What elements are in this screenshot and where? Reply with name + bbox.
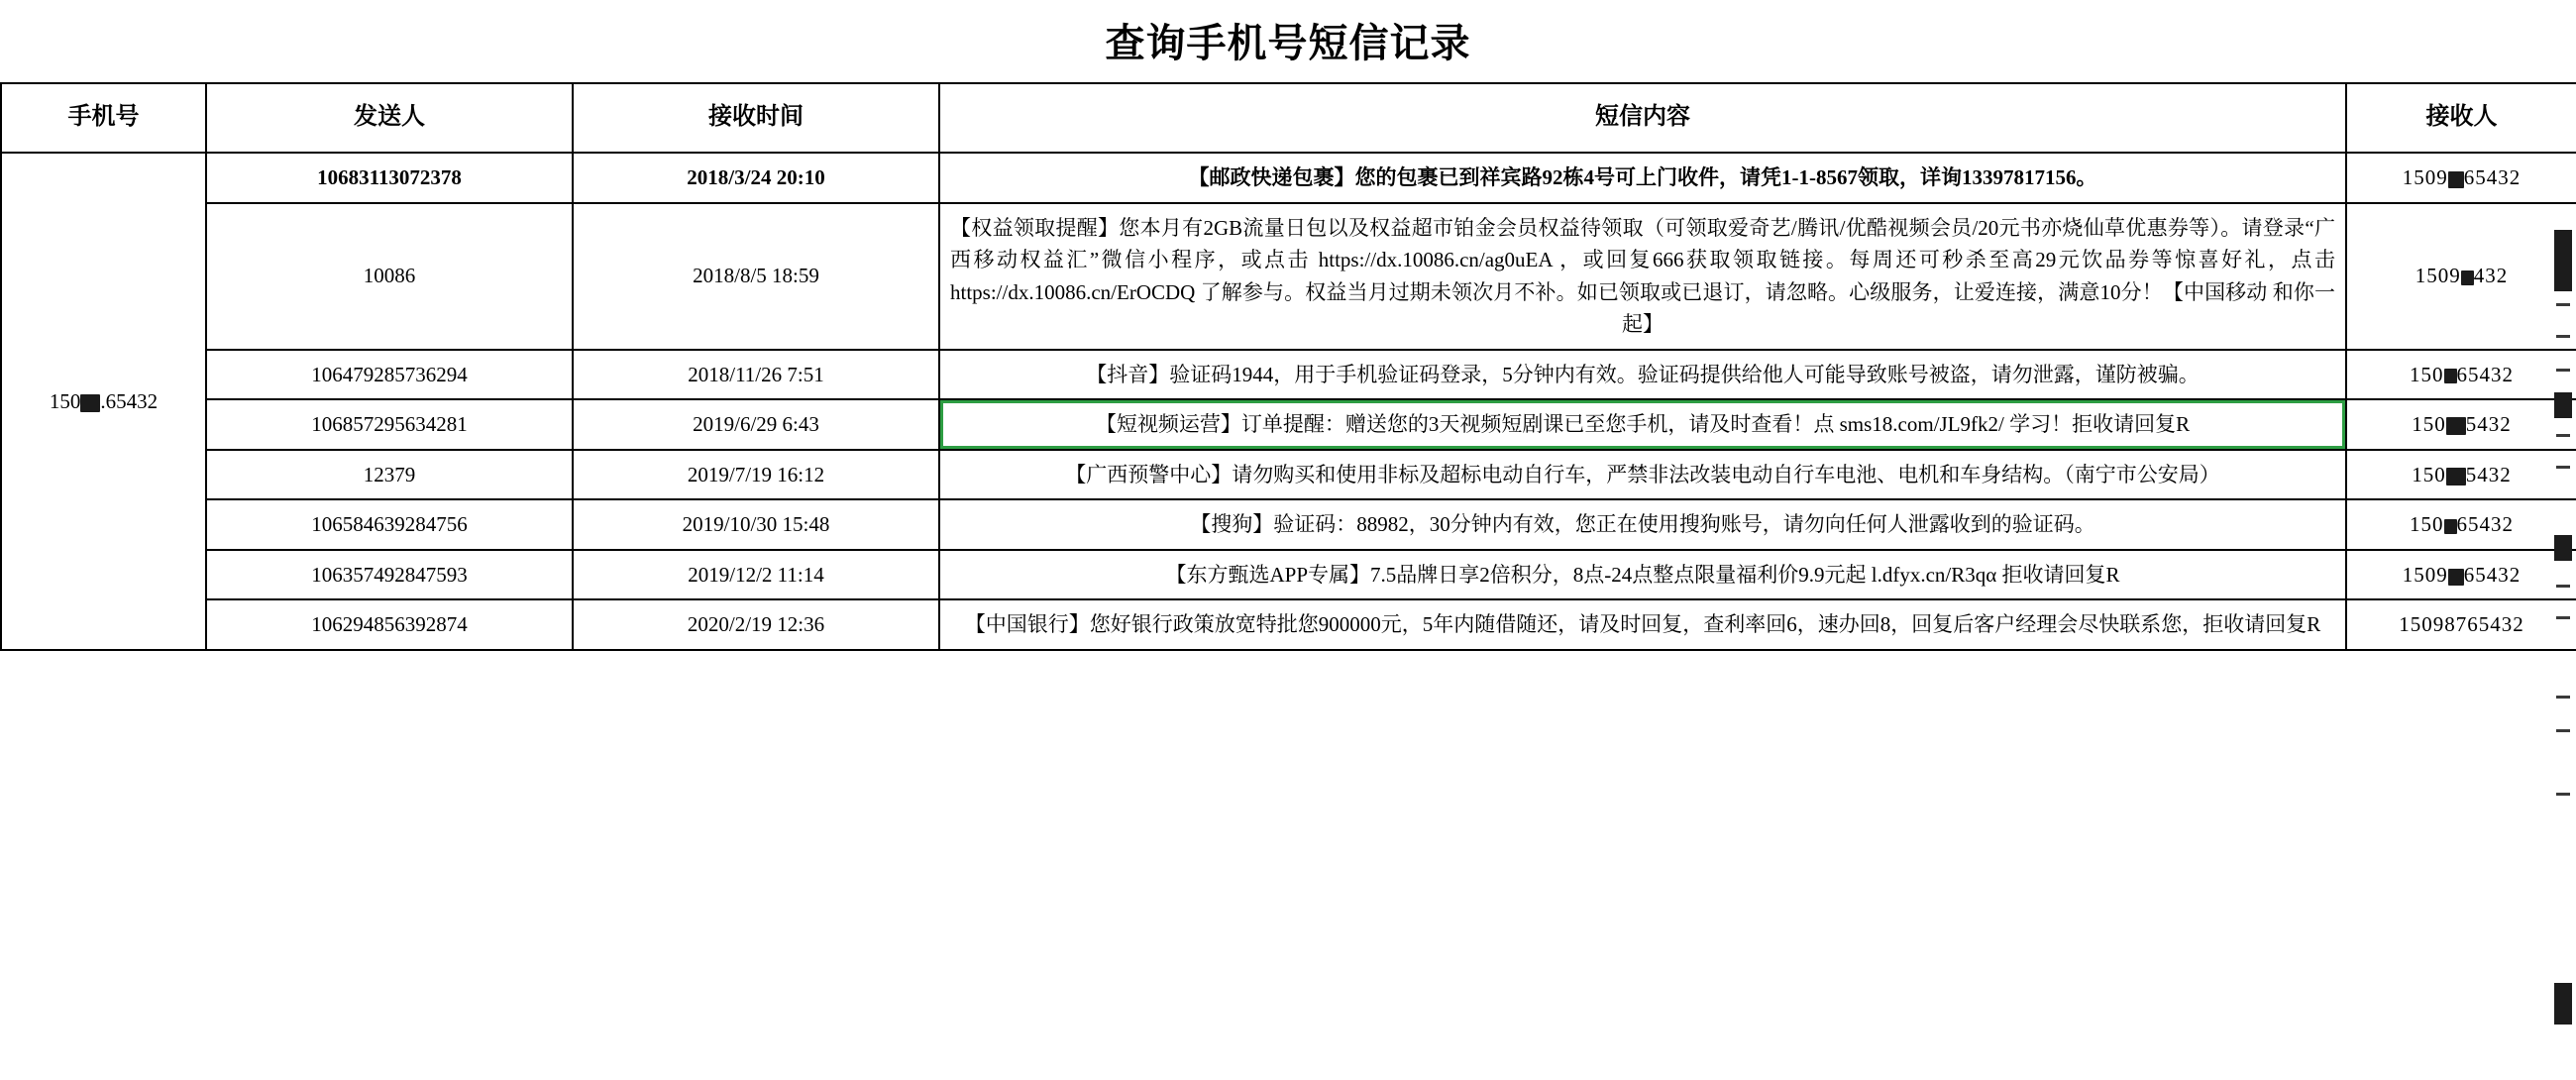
page-title: 查询手机号短信记录: [1105, 22, 1471, 65]
column-header-sender: 发送人: [206, 83, 573, 153]
redaction-block: [80, 394, 100, 412]
receiver-prefix: 150: [2412, 462, 2446, 486]
content-cell: 【中国银行】您好银行政策放宽特批您900000元，5年内随借随还，请及时回复，查利率回6，速办回8，回复后客户经理会尽快联系您，拒收请回复R: [939, 599, 2346, 650]
table-row: [1, 153, 2576, 203]
sms-records-table: [0, 82, 2576, 651]
edge-dash: [2556, 729, 2570, 732]
redaction-block: [2444, 369, 2457, 383]
content-cell-highlighted: 【短视频运营】订单提醒：赠送您的3天视频短剧课已至您手机，请及时查看！点 sms18.com/JL9fk2/ 学习！拒收请回复R: [939, 399, 2346, 450]
time-cell: 2019/12/2 11:14: [573, 550, 939, 600]
receiver-cell: [2346, 350, 2576, 400]
time-cell: 2019/6/29 6:43: [573, 399, 939, 450]
sender-cell: 10086: [206, 203, 573, 350]
sender-cell: 10683113072378: [206, 153, 573, 203]
table-header-row: [1, 83, 2576, 153]
phone-suffix: .65432: [100, 388, 159, 413]
receiver-suffix: 65432: [2456, 512, 2514, 537]
edge-dash: [2556, 696, 2570, 699]
column-header-phone: 手机号: [1, 83, 206, 153]
receiver-prefix: 1509: [2415, 264, 2461, 288]
time-cell: 2019/7/19 16:12: [573, 450, 939, 500]
sender-cell: 106357492847593: [206, 550, 573, 600]
content-cell: 【搜狗】验证码：88982，30分钟内有效，您正在使用搜狗账号，请勿向任何人泄露收到的验证码。: [939, 499, 2346, 550]
table-row: [1, 350, 2576, 400]
time-cell: 2020/2/19 12:36: [573, 599, 939, 650]
redaction-block: [2448, 569, 2464, 586]
table-row: [1, 499, 2576, 550]
receiver-prefix: 150: [2410, 512, 2444, 537]
redaction-block: [2446, 468, 2466, 486]
table-row: [1, 399, 2576, 450]
receiver-suffix: 5432: [2465, 462, 2512, 486]
column-header-content: 短信内容: [939, 83, 2346, 153]
receiver-cell: [2346, 399, 2576, 450]
receiver-suffix: 65432: [2456, 362, 2514, 386]
receiver-cell: [2346, 550, 2576, 600]
content-cell: 【权益领取提醒】您本月有2GB流量日包以及权益超市铂金会员权益待领取（可领取爱奇艺/腾讯/优酷视频会员/20元书亦烧仙草优惠券等）。请登录“广西移动权益汇”微信小程序，或点击 https://dx.10086.cn/ag0uEA ，或回复666获取领取链接。每周还可秒杀至高29元饮品券等惊喜好礼，点击 https://dx.10086.cn/ErOCDQ 了解参与。权益当月过期未领次月不补。如已领取或已退订，请忽略。心级服务，让爱连接，满意10分！【中国移动 和你一起】: [939, 203, 2346, 350]
table-row: [1, 599, 2576, 650]
table-row: [1, 450, 2576, 500]
column-header-time: 接收时间: [573, 83, 939, 153]
receiver-suffix: 5432: [2465, 412, 2512, 437]
content-cell: 【广西预警中心】请勿购买和使用非标及超标电动自行车，严禁非法改装电动自行车电池、电机和车身结构。（南宁市公安局）: [939, 450, 2346, 500]
receiver-prefix: 150: [2412, 412, 2446, 437]
edge-highlight: [2552, 872, 2574, 923]
receiver-prefix: 15098765432: [2399, 612, 2524, 637]
receiver-prefix: 1509: [2402, 562, 2448, 587]
time-cell: 2018/11/26 7:51: [573, 350, 939, 400]
sender-cell: 106479285736294: [206, 350, 573, 400]
receiver-prefix: 150: [2410, 362, 2444, 386]
receiver-suffix: 432: [2473, 264, 2509, 288]
redaction-block: [2444, 519, 2457, 534]
sender-cell: 106857295634281: [206, 399, 573, 450]
phone-prefix: 150: [49, 388, 81, 413]
receiver-cell: [2346, 599, 2576, 650]
receiver-cell: [2346, 450, 2576, 500]
edge-block: [2554, 983, 2572, 1025]
redaction-block: [2461, 270, 2474, 285]
time-cell: 2018/8/5 18:59: [573, 203, 939, 350]
redaction-block: [2446, 417, 2466, 435]
table-row: [1, 203, 2576, 350]
content-cell: 【抖音】验证码1944，用于手机验证码登录，5分钟内有效。验证码提供给他人可能导致账号被盗，请勿泄露，谨防被骗。: [939, 350, 2346, 400]
phone-number-cell: [1, 153, 206, 650]
receiver-cell: [2346, 203, 2576, 350]
edge-dash: [2556, 793, 2570, 796]
sender-cell: 106294856392874: [206, 599, 573, 650]
sender-cell: 106584639284756: [206, 499, 573, 550]
content-cell: 【东方甄选APP专属】7.5品牌日享2倍积分，8点-24点整点限量福利价9.9元起 l.dfyx.cn/R3qα 拒收请回复R: [939, 550, 2346, 600]
time-cell: 2019/10/30 15:48: [573, 499, 939, 550]
column-header-receiver: 接收人: [2346, 83, 2576, 153]
redaction-block: [2448, 171, 2464, 188]
table-row: [1, 550, 2576, 600]
sender-cell: 12379: [206, 450, 573, 500]
content-cell: 【邮政快递包裹】您的包裹已到祥宾路92栋4号可上门收件，请凭1-1-8567领取，详询13397817156。: [939, 153, 2346, 203]
receiver-cell: [2346, 153, 2576, 203]
receiver-cell: [2346, 499, 2576, 550]
receiver-prefix: 1509: [2402, 165, 2448, 189]
receiver-suffix: 65432: [2463, 562, 2522, 587]
time-cell: 2018/3/24 20:10: [573, 153, 939, 203]
receiver-suffix: 65432: [2463, 165, 2522, 189]
